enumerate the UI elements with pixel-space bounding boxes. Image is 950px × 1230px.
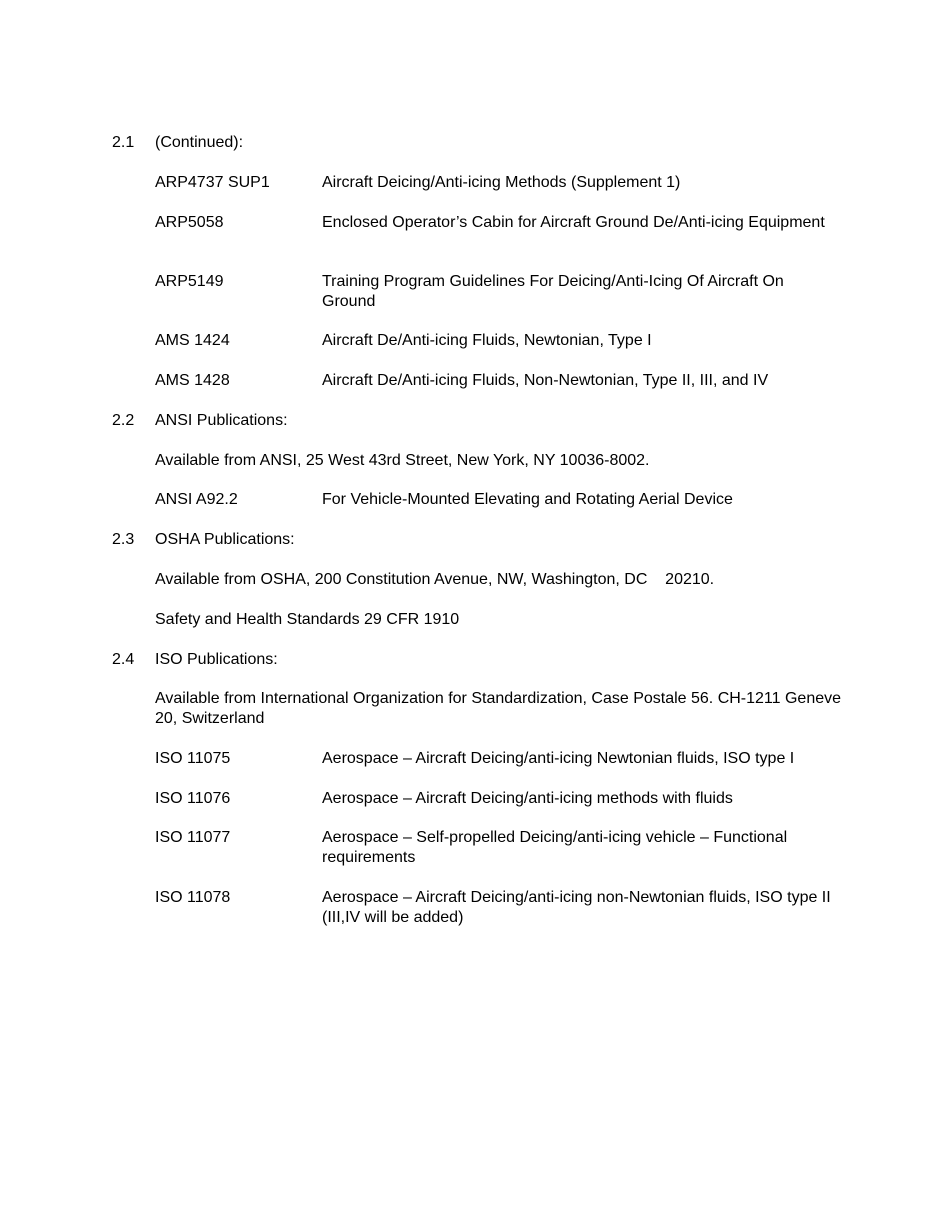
section-title: ISO Publications:: [155, 651, 278, 668]
reference-code: ISO 11076: [155, 790, 231, 807]
reference-description: Aircraft Deicing/Anti-icing Methods (Supplement 1): [322, 174, 681, 191]
availability-text: Available from ANSI, 25 West 43rd Street, New York, NY 10036-8002.: [155, 452, 650, 469]
reference-description: For Vehicle-Mounted Elevating and Rotating Aerial Device: [322, 491, 733, 508]
section-number: 2.4: [112, 651, 135, 668]
reference-description: Aircraft De/Anti-icing Fluids, Non-Newtonian, Type II, III, and IV: [322, 372, 769, 389]
section-number: 2.3: [112, 531, 135, 548]
reference-code: AMS 1428: [155, 372, 230, 389]
section-number: 2.2: [112, 412, 135, 429]
reference-description: Enclosed Operator’s Cabin for Aircraft Ground De/Anti-icing Equipment: [322, 214, 825, 231]
reference-code: ISO 11077: [155, 829, 231, 846]
availability-text: Available from International Organization for Standardization, Case Postale 56. CH-1211 Geneve 20, Switzerland: [155, 690, 842, 727]
reference-description: Training Program Guidelines For Deicing/Anti-Icing Of Aircraft On Ground: [322, 273, 784, 310]
reference-description: Aerospace – Aircraft Deicing/anti-icing non-Newtonian fluids, ISO type II (III,IV will be added): [322, 889, 831, 926]
reference-description: Aerospace – Self-propelled Deicing/anti-icing vehicle – Functional requirements: [322, 829, 788, 866]
reference-description: Aerospace – Aircraft Deicing/anti-icing Newtonian fluids, ISO type I: [322, 750, 795, 767]
reference-code: ARP5149: [155, 273, 224, 290]
standards-note: Safety and Health Standards 29 CFR 1910: [155, 611, 460, 628]
reference-description: Aerospace – Aircraft Deicing/anti-icing methods with fluids: [322, 790, 733, 807]
section-title: ANSI Publications:: [155, 412, 288, 429]
reference-code: ANSI A92.2: [155, 491, 238, 508]
section-number: 2.1: [112, 134, 135, 151]
reference-code: ARP5058: [155, 214, 224, 231]
reference-code: ARP4737 SUP1: [155, 174, 270, 191]
section-title: (Continued):: [155, 134, 244, 151]
availability-text: Available from OSHA, 200 Constitution Avenue, NW, Washington, DC 20210.: [155, 571, 715, 588]
reference-code: ISO 11078: [155, 889, 231, 906]
reference-code: ISO 11075: [155, 750, 231, 767]
reference-description: Aircraft De/Anti-icing Fluids, Newtonian, Type I: [322, 332, 652, 349]
reference-code: AMS 1424: [155, 332, 230, 349]
section-title: OSHA Publications:: [155, 531, 295, 548]
